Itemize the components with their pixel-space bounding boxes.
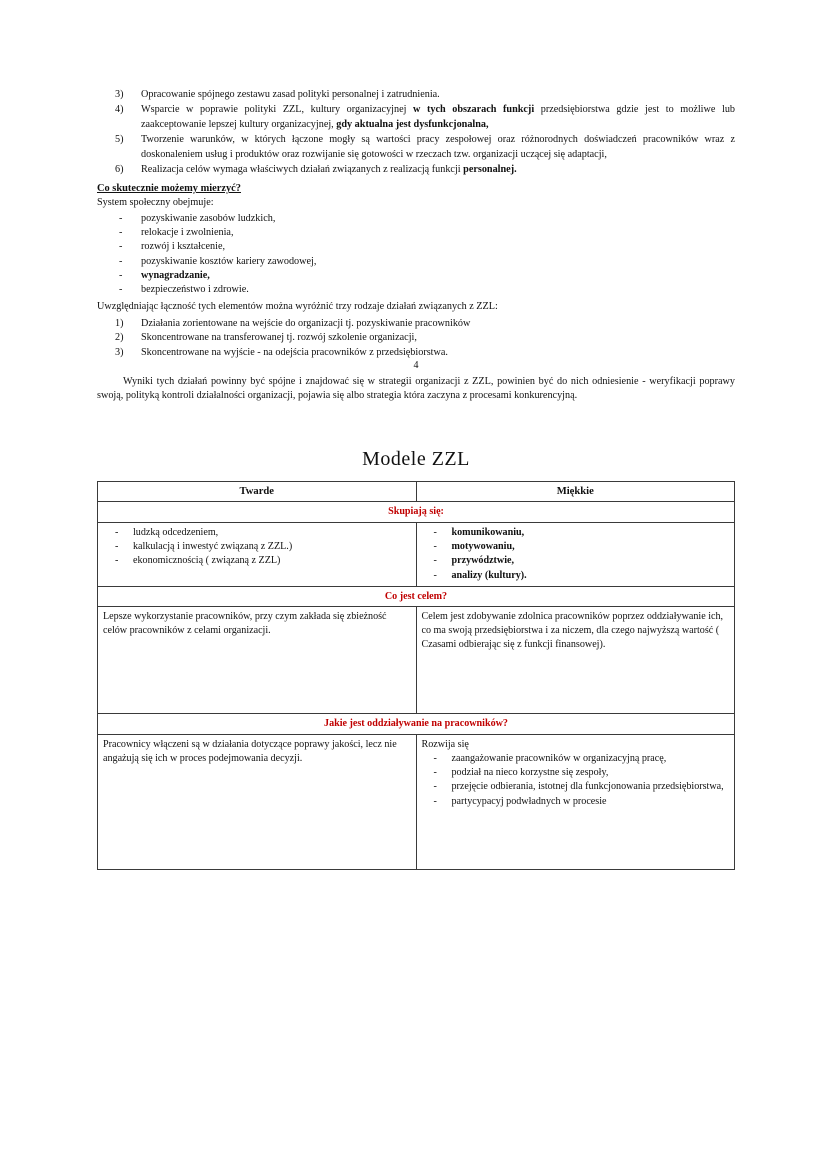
list-item <box>103 540 411 554</box>
cell-text: Celem jest zdobywanie zdolnica pracowników poprzez oddziaływanie ich, co ma swoją przedsiębiorstwa i za niczem, dla czego najwyższą wartość ( Czasami odbierając się z funkcji finansowej). <box>421 611 724 651</box>
dash-bullet: - <box>119 212 123 224</box>
list-item <box>97 133 735 162</box>
list-text: komunikowaniu, <box>451 527 525 539</box>
summary-paragraph: Uwzględniając łączność tych elementów można wyróżnić trzy rodzaje działań związanych z ZZL: <box>97 301 498 313</box>
list-item <box>97 240 735 254</box>
list-text: Skoncentrowane na wyjście - na odejścia pracowników z przedsiębiorstwa. <box>141 346 448 358</box>
actions-list <box>97 317 735 360</box>
dash-bullet: - <box>433 781 437 793</box>
dash-bullet: - <box>119 241 123 253</box>
list-text: zaangażowanie pracowników w organizacyjną pracę, <box>451 753 667 765</box>
list-item <box>422 766 730 780</box>
list-text: rozwój i kształcenie, <box>141 241 226 253</box>
list-item <box>422 752 730 766</box>
section-title: Skupiają się: <box>98 502 735 523</box>
list-text: kalkulacją i inwestyć związaną z ZZL.) <box>133 541 293 553</box>
table-title: Modele ZZL <box>362 447 470 470</box>
cell-soft-impact <box>416 735 735 870</box>
list-text: relokacje i zwolnienia, <box>141 226 234 238</box>
system-elements-list <box>97 212 735 298</box>
list-text: Wsparcie w poprawie polityki ZZL, kultury organizacyjnej w tych obszarach funkcji przedsiębiorstwa gdzie jest to możliwe lub zaakceptowanie lepszej kultury organizacyjnej, gdy aktualna jest dysfunkcjonalna, <box>141 104 736 130</box>
document-content <box>97 88 735 870</box>
list-text: ekonomicznością ( związaną z ZZL) <box>133 555 281 567</box>
dash-bullet: - <box>119 269 123 281</box>
list-item <box>422 540 730 554</box>
dash-bullet: - <box>433 569 437 581</box>
list-marker: 5) <box>115 134 124 146</box>
models-table <box>97 481 735 870</box>
dash-bullet: - <box>119 226 123 238</box>
dash-bullet: - <box>433 767 437 779</box>
table-row <box>98 607 735 714</box>
cell-list <box>422 526 730 583</box>
list-item <box>97 103 735 132</box>
list-text: partycypacyj podwładnych w procesie <box>451 795 607 807</box>
cell-soft-goal <box>416 607 735 714</box>
list-item <box>103 554 411 568</box>
list-text: przejęcie odbierania, istotnej dla funkcjonowania przedsiębiorstwa, <box>451 781 724 793</box>
closing-paragraph: Wyniki tych działań powinny być spójne i znajdować się w strategii organizacji z ZZL, powinien być do nich odniesienie - weryfikacji poprawy swoją, polityką kontroli działalności organizacji, pojawia się albo strategia która zaczyna z procesami konkurencyjną. <box>97 376 735 402</box>
section-title: Co jest celem? <box>98 586 735 607</box>
list-text: analizy (kultury). <box>451 569 527 581</box>
table-section-row <box>98 586 735 607</box>
list-marker: 3) <box>115 346 124 358</box>
top-numbered-list <box>97 88 735 177</box>
column-header-soft: Miękkie <box>416 481 735 502</box>
list-item <box>422 795 730 809</box>
cell-list <box>103 526 411 569</box>
list-item <box>422 526 730 540</box>
list-marker: 4) <box>115 104 124 116</box>
cell-text: Rozwija się <box>421 739 469 751</box>
cell-hard-focus <box>98 523 417 587</box>
list-text: pozyskiwanie zasobów ludzkich, <box>141 212 276 224</box>
list-marker: 3) <box>115 89 124 100</box>
list-text: Tworzenie warunków, w których łączone mogły są wartości pracy zespołowej oraz różnorodnych doświadczeń pracowników wraz z doskonaleniem usług i produktów oraz rozwijanie się gotowości w rzeczach tzw. organizacji uczącej się adaptacji, <box>141 134 735 160</box>
dash-bullet: - <box>433 795 437 807</box>
cell-list <box>422 752 730 809</box>
list-item <box>97 212 735 226</box>
list-item <box>97 163 735 177</box>
list-item <box>97 317 735 331</box>
list-text: bezpieczeństwo i zdrowie. <box>141 284 249 296</box>
dash-bullet: - <box>433 527 437 539</box>
intro-line: System społeczny obejmuje: <box>97 197 214 209</box>
list-marker: 6) <box>115 164 124 176</box>
column-header-hard: Twarde <box>98 481 417 502</box>
list-text: Realizacja celów wymaga właściwych działań związanych z realizacją funkcji personalnej. <box>141 164 517 176</box>
list-item <box>97 283 735 297</box>
list-text: Działania zorientowane na wejście do organizacji tj. pozyskiwanie pracowników <box>141 317 471 329</box>
list-item <box>97 88 735 102</box>
table-row <box>98 735 735 870</box>
list-item <box>97 346 735 360</box>
list-item <box>103 526 411 540</box>
list-item <box>97 226 735 240</box>
list-item <box>97 331 735 345</box>
list-item <box>422 780 730 794</box>
table-row <box>98 523 735 587</box>
list-text: motywowaniu, <box>451 541 515 553</box>
dash-bullet: - <box>115 541 119 553</box>
list-text: Skoncentrowane na transferowanej tj. rozwój szkolenie organizacji, <box>141 332 417 344</box>
dash-bullet: - <box>433 541 437 553</box>
cell-text: Lepsze wykorzystanie pracowników, przy czym zakłada się zbieżność celów pracowników z celami organizacji. <box>103 611 387 637</box>
cell-text: Pracownicy włączeni są w działania dotyczące poprawy jakości, lecz nie angażują się ich w proces podejmowania decyzji. <box>103 739 397 765</box>
list-item <box>97 269 735 283</box>
dash-bullet: - <box>115 527 119 539</box>
list-text: ludzką odcedzeniem, <box>133 527 219 539</box>
section-title: Jakie jest oddziaływanie na pracowników? <box>98 714 735 735</box>
list-text: wynagradzanie, <box>141 269 210 281</box>
dash-bullet: - <box>115 555 119 567</box>
list-marker: 2) <box>115 332 124 344</box>
table-header-row <box>98 481 735 502</box>
list-marker: 1) <box>115 317 124 329</box>
table-section-row <box>98 714 735 735</box>
list-text: Opracowanie spójnego zestawu zasad polityki personalnej i zatrudnienia. <box>141 89 440 100</box>
list-text: podział na nieco korzystne się zespoły, <box>451 767 609 779</box>
list-item <box>97 255 735 269</box>
list-text: pozyskiwanie kosztów kariery zawodowej, <box>141 255 317 267</box>
table-section-row <box>98 502 735 523</box>
page-number-mark: 4 <box>413 360 419 372</box>
dash-bullet: - <box>433 753 437 765</box>
list-item <box>422 569 730 583</box>
cell-soft-focus <box>416 523 735 587</box>
cell-hard-goal <box>98 607 417 714</box>
dash-bullet: - <box>119 255 123 267</box>
question-heading: Co skutecznie możemy mierzyć? <box>97 183 241 195</box>
cell-hard-impact <box>98 735 417 870</box>
list-item <box>422 554 730 568</box>
dash-bullet: - <box>119 284 123 296</box>
list-text: przywództwie, <box>451 555 515 567</box>
dash-bullet: - <box>433 555 437 567</box>
